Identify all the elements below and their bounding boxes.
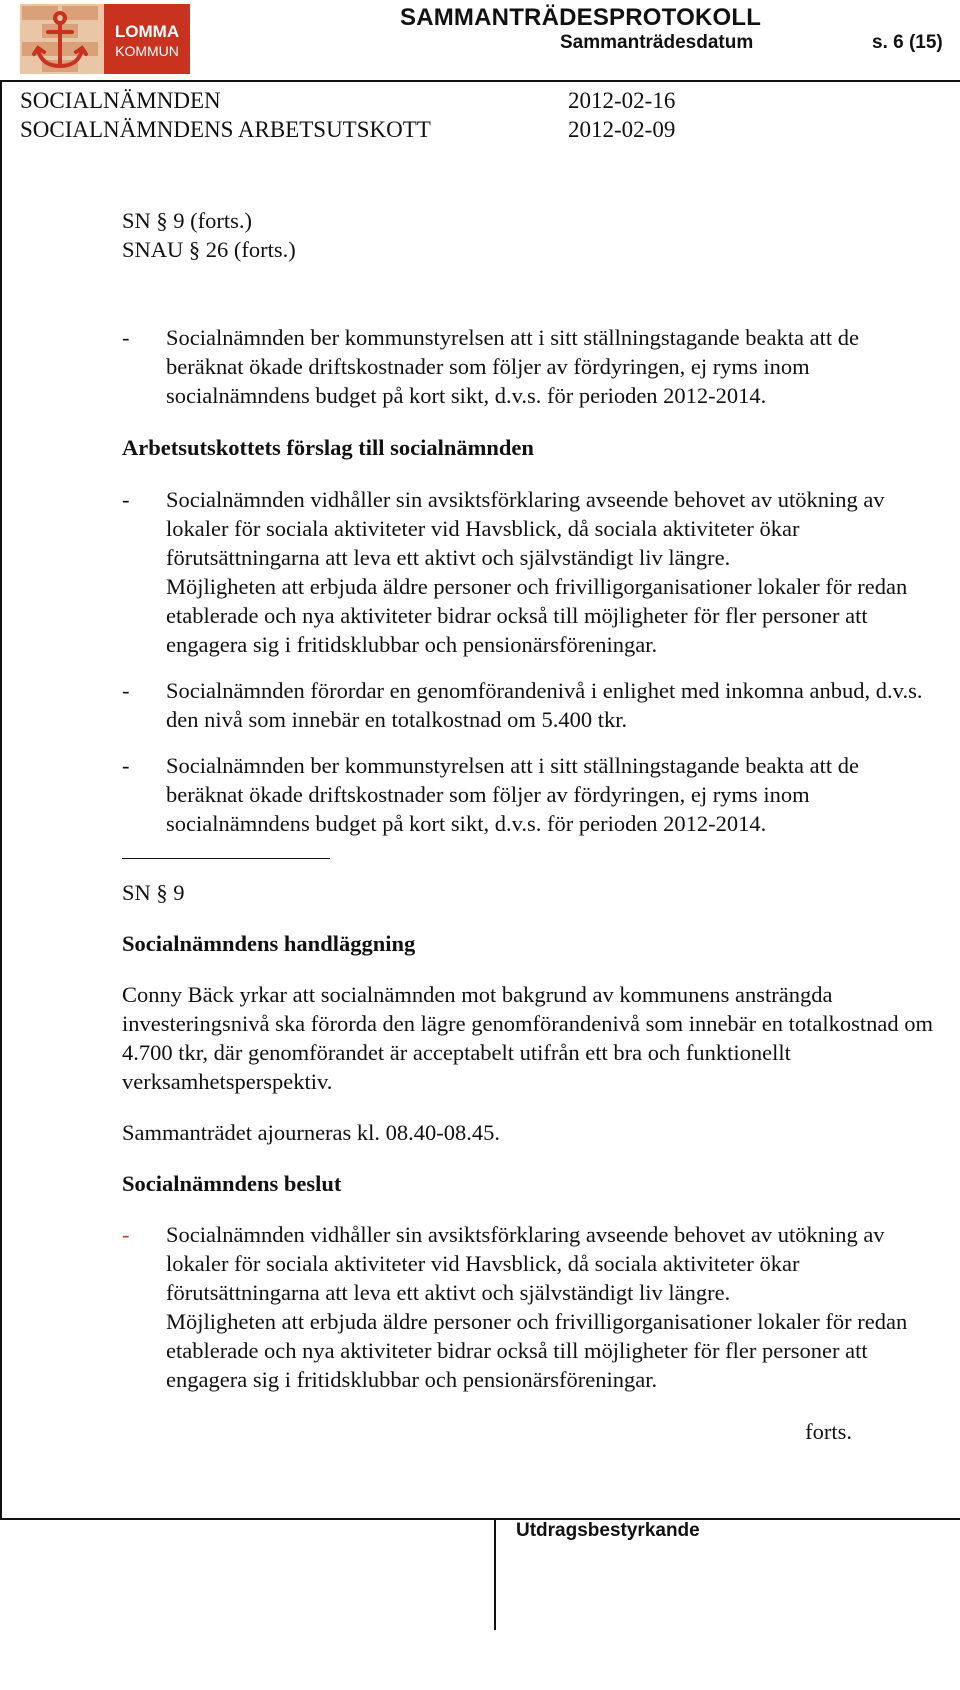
bullet-dash: - <box>122 487 130 512</box>
extract-certification-label: Utdragsbestyrkande <box>516 1520 700 1541</box>
list-item <box>122 485 940 659</box>
section-reference: SN § 9 (forts.) <box>122 208 252 233</box>
logo-text-line2: KOMMUN <box>115 43 179 59</box>
list-item <box>122 751 940 838</box>
section-heading: Socialnämndens beslut <box>122 1171 342 1196</box>
footer-column-divider <box>494 1518 496 1630</box>
list-item <box>122 323 940 410</box>
section-reference: SNAU § 26 (forts.) <box>122 237 296 262</box>
list-item-text: Socialnämnden ber kommunstyrelsen att i sitt ställningstagande beakta att de beräknat ökade driftskostnader som följer av fördyringen, ej ryms inom socialnämndens budget på kort sikt, d.v.s. för perioden 2012-2014. <box>166 325 859 408</box>
list-item-text: Socialnämnden ber kommunstyrelsen att i sitt ställningstagande beakta att de beräknat ökade driftskostnader som följer av fördyringen, ej ryms inom socialnämndens budget på kort sikt, d.v.s. för perioden 2012-2014. <box>166 753 859 836</box>
section-heading: Arbetsutskottets förslag till socialnämnden <box>122 435 534 460</box>
municipality-logo <box>20 4 190 74</box>
bullet-dash: - <box>122 1222 130 1247</box>
list-item-text: Möjligheten att erbjuda äldre personer och frivilligorganisationer lokaler för redan etablerade och nya aktiviteter bidrar också till möjligheter för fler personer att engagera sig i fritidsklubbar och pensionärsföreningar. <box>166 574 908 657</box>
committee-date-1: 2012-02-16 <box>568 88 676 113</box>
list-item-text: Möjligheten att erbjuda äldre personer och frivilligorganisationer lokaler för redan etablerade och nya aktiviteter bidrar också till möjligheter för fler personer att engagera sig i fritidsklubbar och pensionärsföreningar. <box>166 1309 908 1392</box>
committee-name-1: SOCIALNÄMNDEN <box>20 88 221 113</box>
list-item-text: Socialnämnden vidhåller sin avsiktsförklaring avseende behovet av utökning av lokaler för sociala aktiviteter vid Havsblick, då sociala aktiviteter ökar förutsättningarna att leva ett aktivt och självständigt liv längre. <box>166 487 885 570</box>
bullet-dash: - <box>122 325 130 350</box>
footer-divider <box>0 1518 960 1520</box>
committee-date-2: 2012-02-09 <box>568 117 676 142</box>
section-heading: Socialnämndens handläggning <box>122 931 416 956</box>
bullet-dash: - <box>122 753 130 778</box>
paragraph: Conny Bäck yrkar att socialnämnden mot bakgrund av kommunens ansträngda investeringsnivå ska förorda den lägre genomförandenivå som innebär en totalkostnad om 4.700 tkr, där genomförandet är acceptabelt utifrån ett bra och funktionellt verksamhetsperspektiv. <box>122 982 934 1094</box>
anchor-logo-icon <box>20 4 190 74</box>
paragraph: Sammanträdet ajourneras kl. 08.40-08.45. <box>122 1120 501 1145</box>
meeting-date-label: Sammanträdesdatum <box>560 32 754 53</box>
document-type-text: SAMMANTRÄDESPROTOKOLL <box>400 4 762 31</box>
bullet-dash: - <box>122 678 130 703</box>
committee-name-2: SOCIALNÄMNDENS ARBETSUTSKOTT <box>20 117 431 142</box>
list-item <box>122 1220 940 1394</box>
protocol-body <box>122 206 940 1446</box>
header-divider <box>0 80 960 82</box>
list-item-text: Socialnämnden förordar en genomförandenivå i enlighet med inkomna anbud, d.v.s. den nivå som innebär en totalkostnad om 5.400 tkr. <box>166 678 923 732</box>
logo-text-line1: LOMMA <box>114 22 180 41</box>
left-margin-line <box>0 80 2 1520</box>
list-item-text: Socialnämnden vidhåller sin avsiktsförklaring avseende behovet av utökning av lokaler för sociala aktiviteter vid Havsblick, då sociala aktiviteter ökar förutsättningarna att leva ett aktivt och självständigt liv längre. <box>166 1222 885 1305</box>
section-reference: SN § 9 <box>122 880 185 905</box>
list-item <box>122 676 940 734</box>
page-number: s. 6 (15) <box>872 32 943 53</box>
continued-marker: forts. <box>805 1419 852 1444</box>
